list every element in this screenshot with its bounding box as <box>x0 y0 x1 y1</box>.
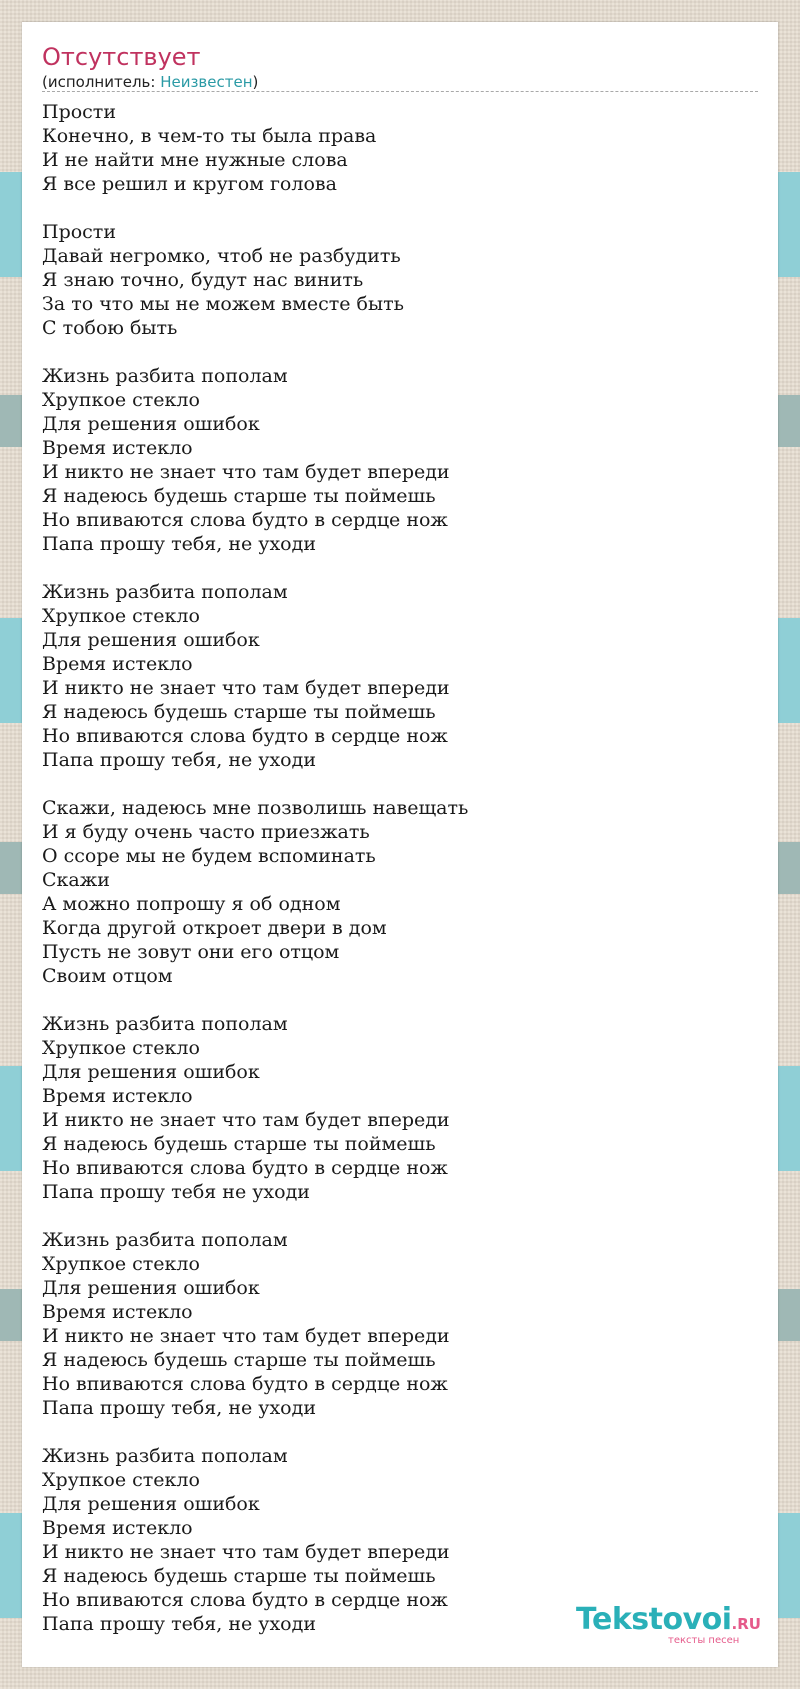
lyrics-line: Скажи, надеюсь мне позволишь навещать <box>42 797 469 819</box>
lyrics-line: Папа прошу тебя, не уходи <box>42 749 316 771</box>
lyrics-line: Жизнь разбита пополам <box>42 1229 288 1251</box>
lyrics-line: Когда другой откроет двери в дом <box>42 917 387 939</box>
lyrics-line: Хрупкое стекло <box>42 1253 200 1275</box>
lyrics-line: Жизнь разбита пополам <box>42 1445 288 1467</box>
lyrics-line: Для решения ошибок <box>42 1061 260 1083</box>
lyrics-line: Время истекло <box>42 653 193 675</box>
lyrics-line: Для решения ошибок <box>42 1277 260 1299</box>
lyrics-line: Жизнь разбита пополам <box>42 1013 288 1035</box>
song-title: Отсутствует <box>42 43 201 71</box>
lyrics-line: И я буду очень часто приезжать <box>42 821 370 843</box>
artist-suffix: ) <box>252 73 259 91</box>
lyrics-line: Давай негромко, чтоб не разбудить <box>42 245 401 267</box>
lyrics-line: Но впиваются слова будто в сердце нож <box>42 1373 448 1395</box>
lyrics-stanza <box>42 220 758 340</box>
lyrics-line: Но впиваются слова будто в сердце нож <box>42 1589 448 1611</box>
lyrics-stanza <box>42 580 758 772</box>
lyrics-line: Хрупкое стекло <box>42 1037 200 1059</box>
lyrics-stanza <box>42 1012 758 1204</box>
lyrics-line: Папа прошу тебя, не уходи <box>42 1613 316 1635</box>
lyrics-line: Я надеюсь будешь старше ты поймешь <box>42 1349 436 1371</box>
lyrics-line: Прости <box>42 221 116 243</box>
artist-link[interactable]: Неизвестен <box>160 73 253 91</box>
lyrics-line: Я надеюсь будешь старше ты поймешь <box>42 701 436 723</box>
lyrics-line: Я знаю точно, будут нас винить <box>42 269 364 291</box>
lyrics-line: Для решения ошибок <box>42 629 260 651</box>
lyrics-line: С тобою быть <box>42 317 178 339</box>
logo-tagline: тексты песен <box>668 1635 740 1646</box>
artist-line <box>42 72 258 92</box>
lyrics-line: Прости <box>42 101 116 123</box>
lyrics-line: И никто не знает что там будет впереди <box>42 1541 450 1563</box>
lyrics-line: Папа прошу тебя, не уходи <box>42 1397 316 1419</box>
lyrics-line: Я все решил и кругом голова <box>42 173 337 195</box>
lyrics-stanza <box>42 1228 758 1420</box>
lyrics-line: За то что мы не можем вместе быть <box>42 293 404 315</box>
header-divider <box>42 91 758 92</box>
lyrics-line: Я надеюсь будешь старше ты поймешь <box>42 1133 436 1155</box>
lyrics-line: Для решения ошибок <box>42 413 260 435</box>
lyrics-text <box>42 100 758 1660</box>
lyrics-line: Время истекло <box>42 1085 193 1107</box>
lyrics-line: Жизнь разбита пополам <box>42 581 288 603</box>
lyrics-line: И не найти мне нужные слова <box>42 149 348 171</box>
lyrics-line: Хрупкое стекло <box>42 605 200 627</box>
lyrics-line: Но впиваются слова будто в сердце нож <box>42 725 448 747</box>
lyrics-card <box>22 22 778 1667</box>
lyrics-line: И никто не знает что там будет впереди <box>42 677 450 699</box>
lyrics-line: Своим отцом <box>42 965 173 987</box>
logo-tld: .RU <box>731 1615 761 1633</box>
lyrics-stanza <box>42 100 758 196</box>
logo-name: Tekstovoi <box>576 1602 732 1637</box>
lyrics-line: Хрупкое стекло <box>42 389 200 411</box>
lyrics-line: Я надеюсь будешь старше ты поймешь <box>42 1565 436 1587</box>
lyrics-stanza <box>42 364 758 556</box>
lyrics-line: Но впиваются слова будто в сердце нож <box>42 509 448 531</box>
lyrics-line: Но впиваются слова будто в сердце нож <box>42 1157 448 1179</box>
lyrics-line: И никто не знает что там будет впереди <box>42 461 450 483</box>
lyrics-line: Жизнь разбита пополам <box>42 365 288 387</box>
lyrics-line: Конечно, в чем-то ты была права <box>42 125 377 147</box>
lyrics-line: И никто не знает что там будет впереди <box>42 1109 450 1131</box>
lyrics-line: Скажи <box>42 869 110 891</box>
lyrics-line: Хрупкое стекло <box>42 1469 200 1491</box>
lyrics-line: Папа прошу тебя, не уходи <box>42 533 316 555</box>
artist-prefix: (исполнитель: <box>42 73 161 91</box>
lyrics-line: О ссоре мы не будем вспоминать <box>42 845 376 867</box>
lyrics-line: А можно попрошу я об одном <box>42 893 341 915</box>
lyrics-line: Время истекло <box>42 437 193 459</box>
lyrics-line: И никто не знает что там будет впереди <box>42 1325 450 1347</box>
lyrics-line: Пусть не зовут они его отцом <box>42 941 340 963</box>
lyrics-stanza <box>42 796 758 988</box>
lyrics-line: Папа прошу тебя не уходи <box>42 1181 310 1203</box>
lyrics-line: Время истекло <box>42 1301 193 1323</box>
site-logo[interactable] <box>576 1602 761 1646</box>
lyrics-line: Я надеюсь будешь старше ты поймешь <box>42 485 436 507</box>
lyrics-line: Для решения ошибок <box>42 1493 260 1515</box>
lyrics-line: Время истекло <box>42 1517 193 1539</box>
